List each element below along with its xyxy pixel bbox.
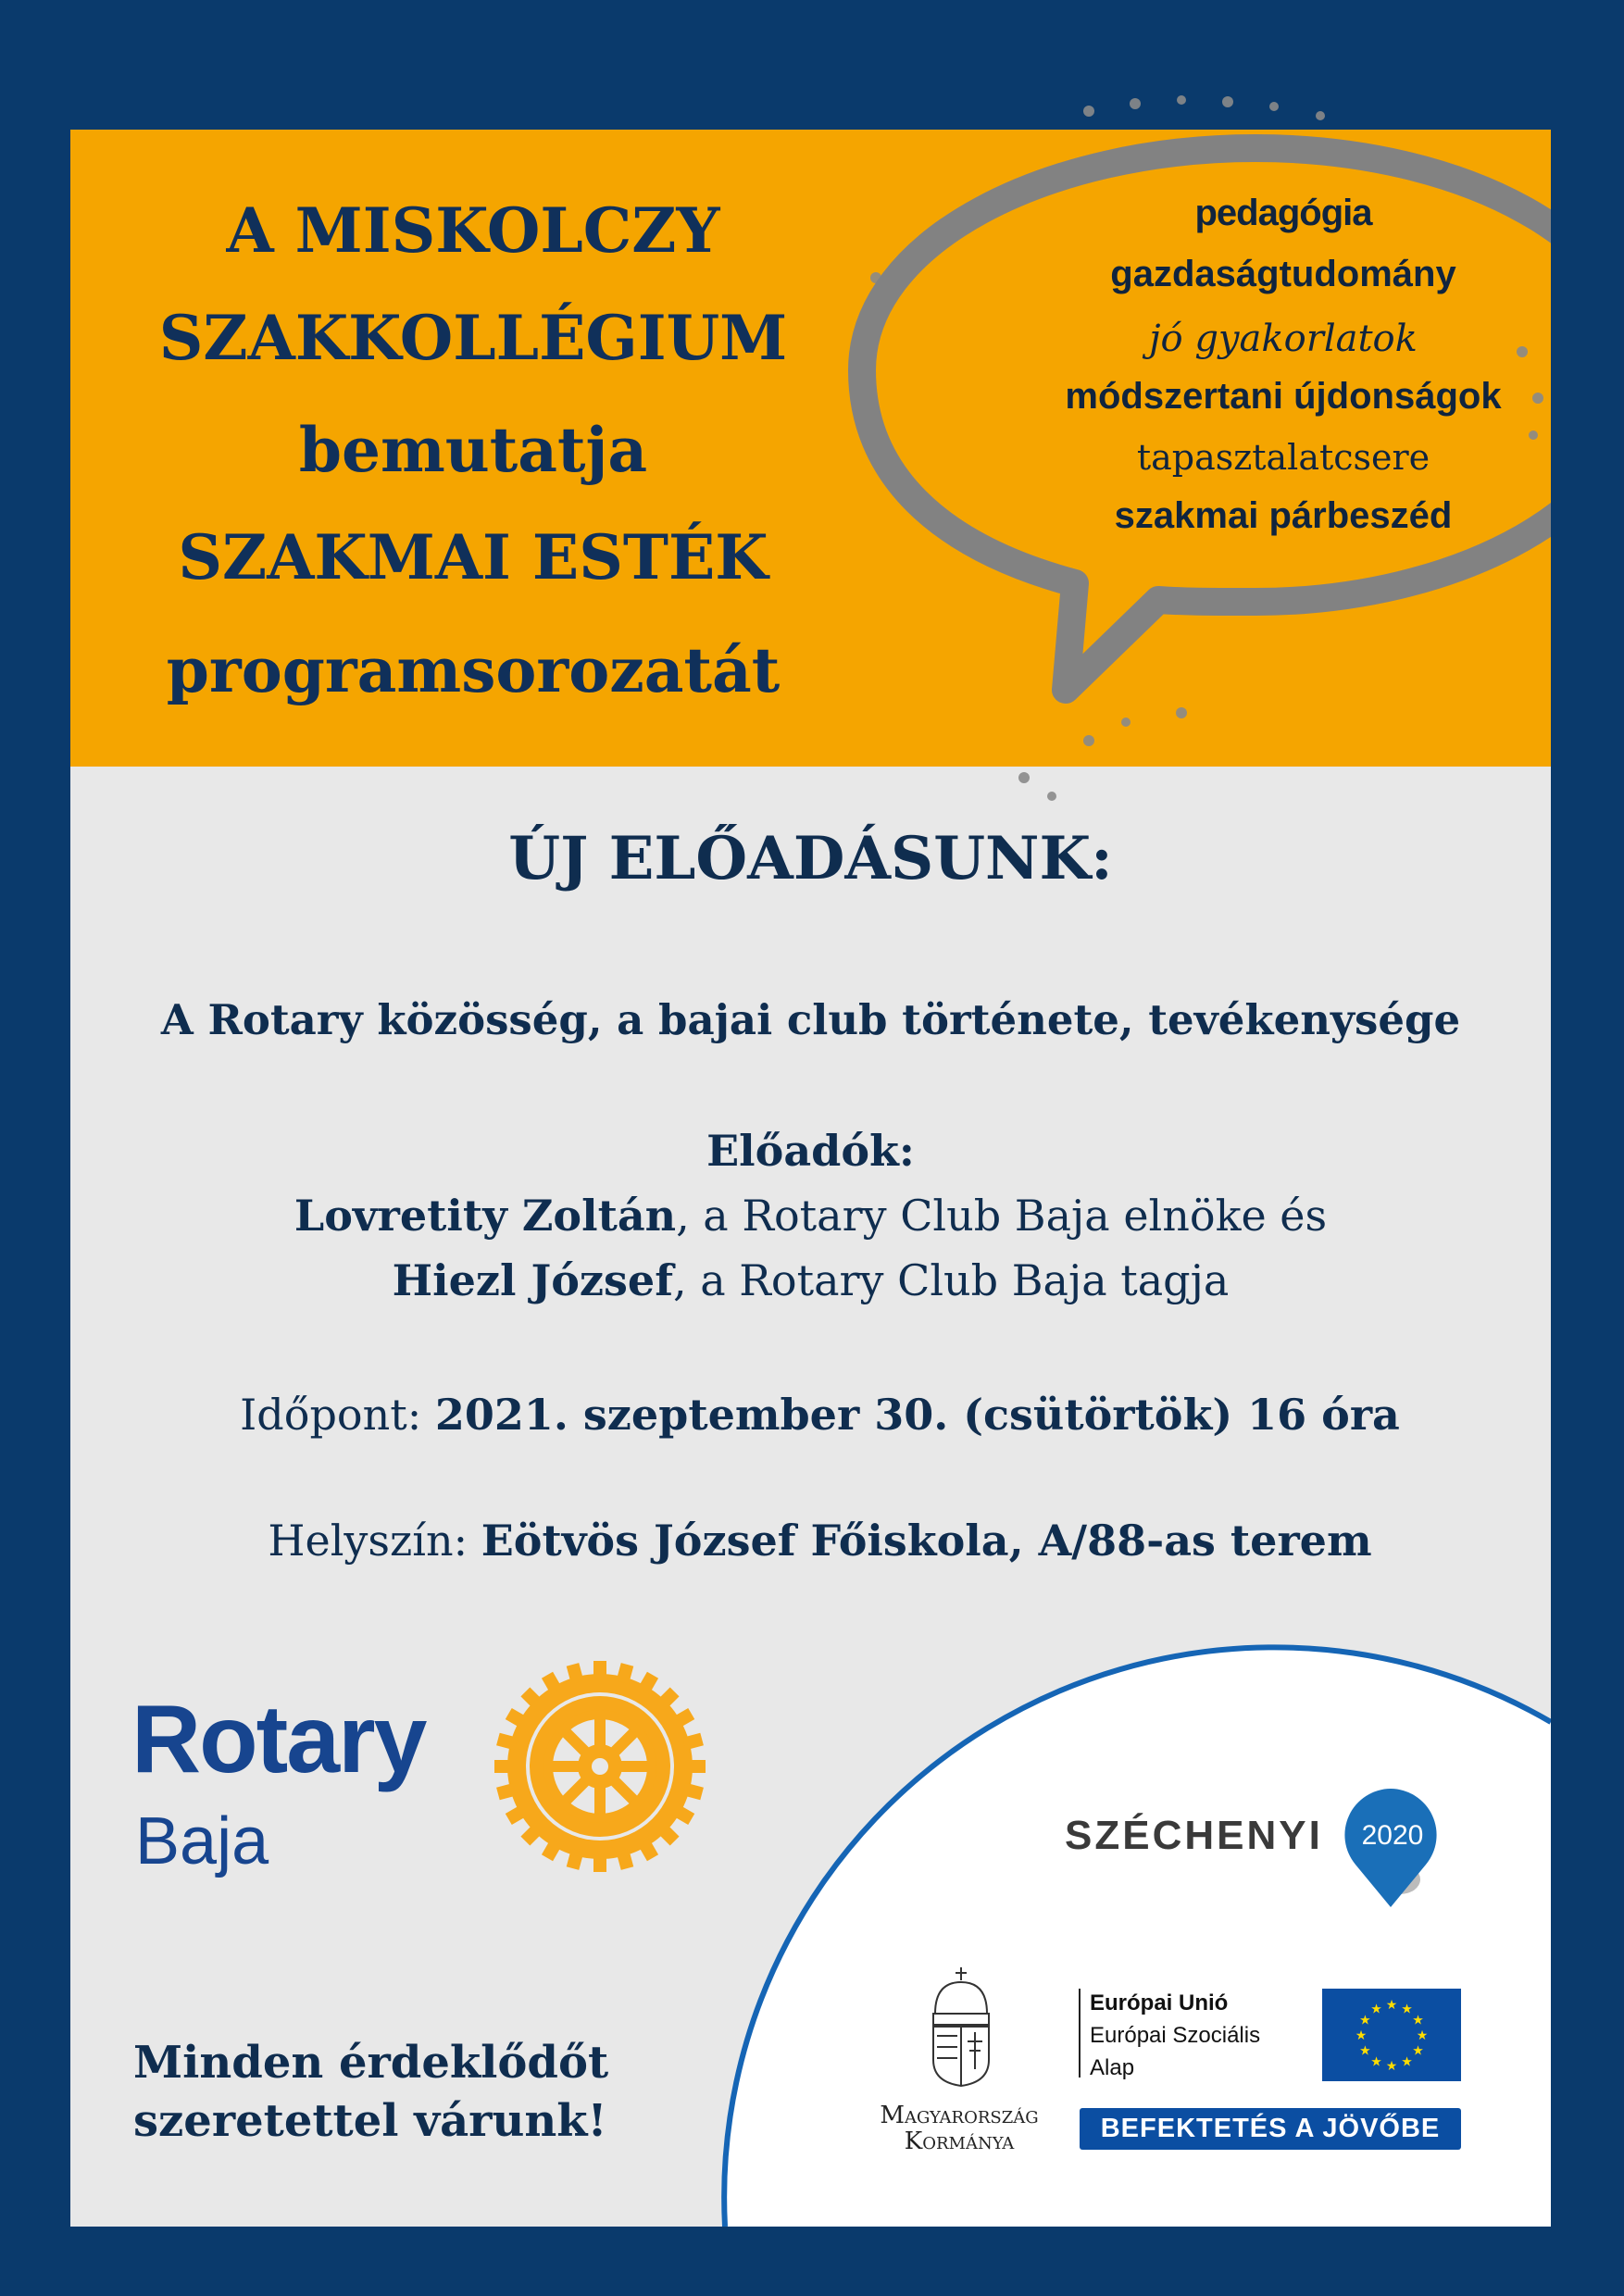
- hungarian-coat-of-arms-icon: [930, 1967, 993, 2088]
- dot: [1083, 106, 1094, 117]
- eu-line: Európai Unió: [1090, 1990, 1229, 2015]
- dot: [1177, 95, 1186, 105]
- eu-line: Európai Szociális: [1090, 2023, 1261, 2048]
- dot: [1222, 96, 1233, 107]
- dot: [1316, 111, 1325, 120]
- eu-flag-icon: [1322, 1989, 1461, 2081]
- bubble-topic: jó gyakorlatok: [1149, 318, 1418, 360]
- bubble-topic: tapasztalatcsere: [1136, 437, 1430, 478]
- title-line: SZAKKOLLÉGIUM: [158, 302, 788, 374]
- eu-star: ★: [1370, 2002, 1382, 2017]
- rotary-logo-name: Rotary: [131, 1686, 426, 1793]
- time-value: 2021. szeptember 30. (csütörtök) 16 óra: [434, 1390, 1400, 1440]
- title-line: programsorozatát: [166, 634, 781, 706]
- dot: [1269, 102, 1279, 111]
- poster-panel: [70, 130, 1551, 2227]
- eu-star: ★: [1385, 2059, 1398, 2074]
- rotary-logo-city: Baja: [135, 1804, 269, 1878]
- sponsor-area: [70, 130, 1551, 2227]
- place-label: Helyszín:: [268, 1516, 481, 1566]
- place-value: Eötvös József Főiskola, A/88-as terem: [481, 1516, 1372, 1566]
- title-line: A MISKOLCZY: [226, 194, 720, 267]
- slogan-text: BEFEKTETÉS A JÖVŐBE: [1100, 2114, 1441, 2143]
- slogan-banner: [1080, 2108, 1461, 2150]
- bubble-topic: módszertani újdonságok: [1065, 376, 1502, 417]
- speaker-role: , a Rotary Club Baja tagja: [673, 1255, 1230, 1305]
- title-line: SZAKMAI ESTÉK: [178, 521, 768, 593]
- eu-star: ★: [1412, 2013, 1424, 2028]
- speaker-name: Hiezl József: [392, 1255, 673, 1305]
- eu-line: Alap: [1090, 2055, 1135, 2080]
- dot: [1130, 98, 1141, 109]
- time-label: Időpont:: [240, 1390, 435, 1440]
- speaker-name: Lovretity Zoltán: [294, 1191, 677, 1241]
- invite-line: Minden érdeklődőt: [133, 2037, 609, 2089]
- bubble-topic: gazdaságtudomány: [1110, 254, 1456, 294]
- eu-star: ★: [1401, 2002, 1413, 2017]
- bubble-topic: pedagógia: [1194, 193, 1372, 233]
- gov-line: Kormánya: [904, 2128, 1015, 2155]
- eu-star: ★: [1416, 2028, 1429, 2043]
- bubble-topic: szakmai párbeszéd: [1114, 495, 1453, 536]
- speakers-label: Előadók:: [706, 1126, 915, 1176]
- speaker-role: , a Rotary Club Baja elnöke és: [676, 1191, 1328, 1241]
- eu-star: ★: [1385, 1998, 1398, 2013]
- eu-star: ★: [1355, 2028, 1368, 2043]
- invite-line: szeretettel várunk!: [133, 2095, 607, 2147]
- eu-divider: [1079, 1989, 1081, 2078]
- gov-line: Magyarország: [880, 2102, 1039, 2129]
- event-topic: A Rotary közösség, a bajai club története, tevékenysége: [160, 995, 1461, 1044]
- szechenyi-logo-text: SZÉCHENYI: [1065, 1813, 1323, 1858]
- eu-star: ★: [1401, 2054, 1413, 2070]
- szechenyi-year: 2020: [1361, 1820, 1424, 1851]
- event-heading: ÚJ ELŐADÁSUNK:: [508, 824, 1113, 893]
- eu-star: ★: [1359, 2043, 1371, 2059]
- title-line: bemutatja: [298, 414, 648, 486]
- eu-star: ★: [1359, 2013, 1371, 2028]
- eu-star: ★: [1412, 2043, 1424, 2059]
- eu-star: ★: [1370, 2054, 1382, 2070]
